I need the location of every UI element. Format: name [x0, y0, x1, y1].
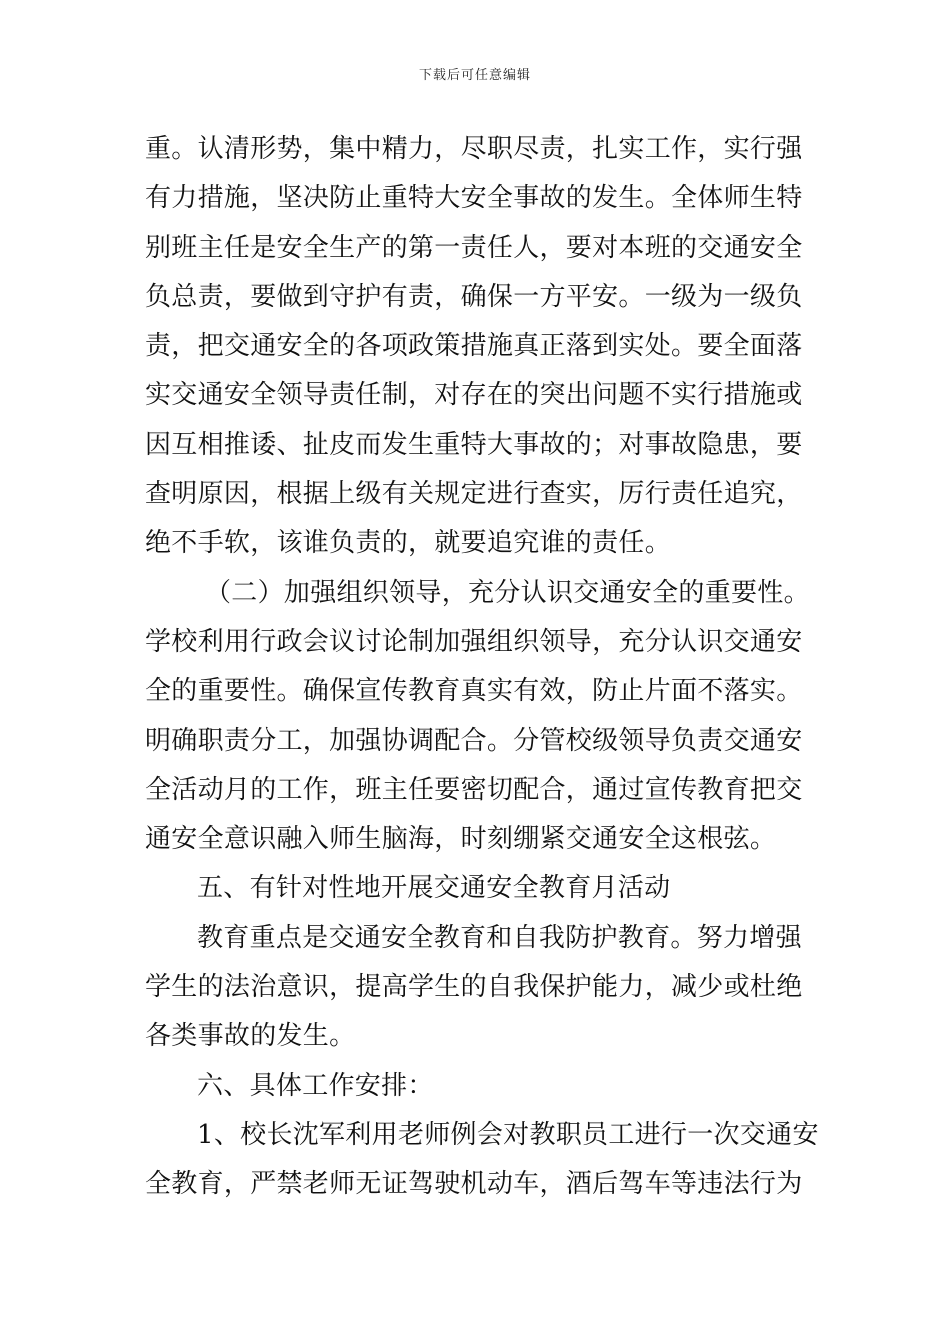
text-line: 责，把交通安全的各项政策措施真正落到实处。要全面落 — [145, 331, 803, 362]
text-line: 负总责，要做到守护有责，确保一方平安。一级为一级负 — [145, 281, 803, 312]
text-line: 全的重要性。确保宣传教育真实有效，防止片面不落实。 — [145, 676, 803, 707]
text-line: 全教育，严禁老师无证驾驶机动车，酒后驾车等违法行为 — [145, 1169, 803, 1200]
page-header: 下载后可任意编辑 — [418, 68, 531, 83]
text-line: 别班主任是安全生产的第一责任人，要对本班的交通安全 — [145, 232, 803, 263]
text-line: （二）加强组织领导，充分认识交通安全的重要性。 — [205, 577, 810, 608]
text-line: 学生的法治意识，提高学生的自我保护能力，减少或杜绝 — [145, 972, 803, 1003]
text-line: 绝不手软，该谁负责的，就要追究谁的责任。 — [145, 528, 672, 559]
text-line: 实交通安全领导责任制，对存在的突出问题不实行措施或 — [145, 380, 803, 411]
text-line: 重。认清形势，集中精力，尽职尽责，扎实工作，实行强 — [145, 134, 803, 164]
text-line: 教育重点是交通安全教育和自我防护教育。努力增强 — [197, 922, 802, 953]
text-line: 五、有针对性地开展交通安全教育月活动 — [197, 873, 671, 904]
text-line: 全活动月的工作，班主任要密切配合，通过宣传教育把交 — [145, 774, 803, 805]
text-line: 因互相推诿、扯皮而发生重特大事故的；对事故隐患，要 — [145, 429, 803, 460]
text-line: 各类事故的发生。 — [145, 1021, 356, 1052]
text-line: 有力措施，坚决防止重特大安全事故的发生。全体师生特 — [145, 183, 803, 214]
text-line: 明确职责分工，加强协调配合。分管校级领导负责交通安 — [145, 725, 803, 756]
text-line: 通安全意识融入师生脑海，时刻绷紧交通安全这根弦。 — [145, 824, 777, 855]
body-text — [145, 125, 819, 1210]
text-line: 学校利用行政会议讨论制加强组织领导，充分认识交通安 — [145, 626, 803, 657]
text-line: 1、校长沈军利用老师例会对教职员工进行一次交通安 — [197, 1119, 819, 1150]
text-line: 六、具体工作安排： — [197, 1070, 434, 1101]
text-line: 查明原因，根据上级有关规定进行查实，厉行责任追究， — [145, 479, 803, 510]
